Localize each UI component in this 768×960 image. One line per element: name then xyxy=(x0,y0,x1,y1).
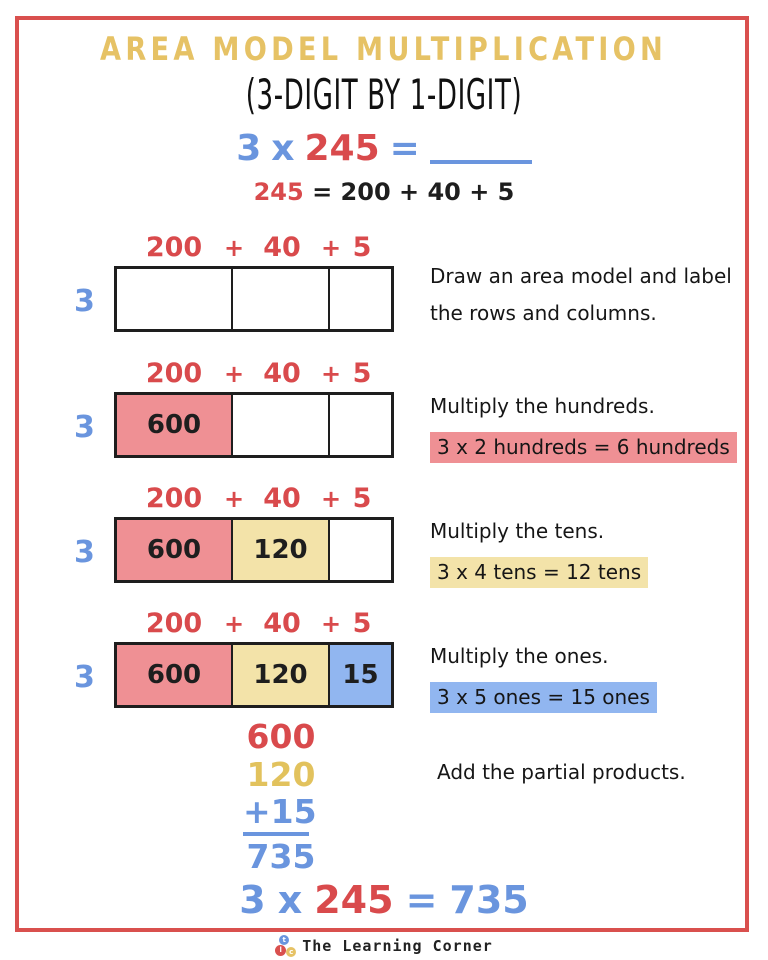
area-model-box xyxy=(114,642,394,708)
final-multiplicand: 245 xyxy=(314,878,394,922)
area-model-step-3 xyxy=(0,483,768,603)
step-instruction xyxy=(430,264,750,338)
column-label-hundreds: 200 xyxy=(145,608,203,639)
instruction-line: the rows and columns. xyxy=(430,301,657,325)
decomposition-lhs: 245 xyxy=(253,178,304,206)
addend-ones-row xyxy=(243,792,317,836)
page-title xyxy=(0,30,768,68)
plus-sign: + xyxy=(223,610,245,638)
column-label-tens: 40 xyxy=(263,232,301,263)
plus-sign: + xyxy=(320,234,342,262)
brand-footer xyxy=(0,932,768,960)
problem-times-sign: x xyxy=(271,128,295,169)
row-label: 3 xyxy=(74,660,95,695)
brand-logo-icon xyxy=(275,934,298,958)
cell-value: 600 xyxy=(146,410,202,440)
partial-products-addition xyxy=(233,718,329,876)
area-model-step-1 xyxy=(0,232,768,352)
cell-ones-product xyxy=(328,645,391,705)
cell-hundreds xyxy=(117,269,231,329)
final-equals-sign: = xyxy=(405,878,438,922)
cell-tens-product xyxy=(231,645,328,705)
instruction-line: Multiply the hundreds. xyxy=(430,394,655,418)
final-product: 735 xyxy=(449,878,529,922)
addend-hundreds: 600 xyxy=(246,717,316,756)
instruction-line: Draw an area model and label xyxy=(430,264,732,288)
cell-tens xyxy=(231,269,328,329)
column-label-tens: 40 xyxy=(263,358,301,389)
cell-value: 15 xyxy=(342,660,379,690)
cell-tens-product xyxy=(231,520,328,580)
plus-sign: + xyxy=(243,792,271,831)
cell-ones xyxy=(328,520,391,580)
column-labels xyxy=(114,608,394,638)
plus-sign: + xyxy=(320,360,342,388)
page-subtitle-text: (3-DIGIT BY 1-DIGIT) xyxy=(245,70,523,119)
problem-equation xyxy=(0,126,768,169)
area-model-box xyxy=(114,392,394,458)
column-label-ones: 5 xyxy=(352,358,372,389)
column-labels xyxy=(114,483,394,513)
final-times-sign: x xyxy=(277,878,303,922)
problem-factor: 3 xyxy=(236,128,262,169)
row-label: 3 xyxy=(74,284,95,319)
cell-hundreds-product xyxy=(117,645,231,705)
cell-value: 120 xyxy=(253,535,308,565)
step-instruction xyxy=(430,394,750,463)
instruction-line: Multiply the tens. xyxy=(430,519,605,543)
column-label-hundreds: 200 xyxy=(145,358,203,389)
plus-sign: + xyxy=(320,485,342,513)
row-label: 3 xyxy=(74,410,95,445)
cell-ones xyxy=(328,269,391,329)
area-model-box xyxy=(114,517,394,583)
plus-sign: + xyxy=(223,234,245,262)
decomposition-line xyxy=(0,178,768,206)
column-labels xyxy=(114,358,394,388)
addend-tens: 120 xyxy=(246,755,316,794)
plus-sign: + xyxy=(223,360,245,388)
logo-dot-t: t xyxy=(279,935,289,945)
sum-value: 735 xyxy=(246,837,316,876)
highlighted-equation: 3 x 4 tens = 12 tens xyxy=(430,557,648,588)
column-label-tens: 40 xyxy=(263,608,301,639)
cell-value: 120 xyxy=(253,660,308,690)
cell-tens xyxy=(231,395,328,455)
column-label-ones: 5 xyxy=(352,608,372,639)
logo-dot-l: l xyxy=(275,945,286,956)
column-label-tens: 40 xyxy=(263,483,301,514)
decomposition-rhs: = 200 + 40 + 5 xyxy=(312,178,515,206)
highlighted-equation: 3 x 2 hundreds = 6 hundreds xyxy=(430,432,737,463)
addend-ones: 15 xyxy=(270,792,317,831)
brand-name: The Learning Corner xyxy=(302,937,493,955)
area-model-step-4 xyxy=(0,608,768,728)
row-label: 3 xyxy=(74,535,95,570)
column-label-ones: 5 xyxy=(352,232,372,263)
column-labels xyxy=(114,232,394,262)
area-model-step-2 xyxy=(0,358,768,478)
instruction-line: Multiply the ones. xyxy=(430,644,609,668)
final-equation xyxy=(0,878,768,922)
step-instruction xyxy=(430,519,750,588)
logo-dot-c: c xyxy=(286,947,296,957)
page-subtitle xyxy=(0,70,768,119)
cell-value: 600 xyxy=(146,660,202,690)
cell-hundreds-product xyxy=(117,520,231,580)
answer-blank-line xyxy=(430,130,532,164)
plus-sign: + xyxy=(320,610,342,638)
highlighted-equation: 3 x 5 ones = 15 ones xyxy=(430,682,657,713)
addition-instruction: Add the partial products. xyxy=(437,760,686,784)
area-model-box xyxy=(114,266,394,332)
column-label-ones: 5 xyxy=(352,483,372,514)
final-factor: 3 xyxy=(239,878,266,922)
cell-value: 600 xyxy=(146,535,202,565)
problem-equals-sign: = xyxy=(389,128,420,169)
problem-multiplicand: 245 xyxy=(304,128,380,169)
column-label-hundreds: 200 xyxy=(145,232,203,263)
plus-sign: + xyxy=(223,485,245,513)
step-instruction xyxy=(430,644,750,713)
column-label-hundreds: 200 xyxy=(145,483,203,514)
cell-hundreds-product xyxy=(117,395,231,455)
cell-ones xyxy=(328,395,391,455)
page-title-text: AREA MODEL MULTIPLICATION xyxy=(100,30,668,68)
